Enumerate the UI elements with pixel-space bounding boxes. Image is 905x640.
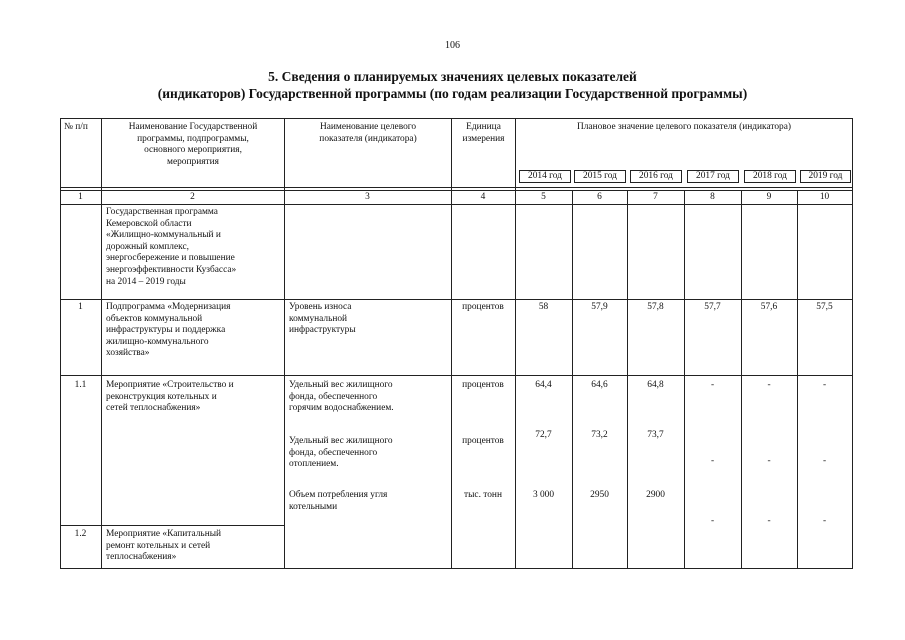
header-plan: Плановое значение целевого показателя (индикатора) [576,122,791,132]
m11-ind1-value-2017: - [710,380,715,390]
sub1-unit: процентов [462,302,504,312]
sub1-value-2018: 57,6 [760,302,778,312]
year-2015: 2015 год [574,170,626,183]
colnum-3: 3 [365,192,370,202]
m11-ind3-value-2014: 3 000 [532,490,555,500]
colnum-6: 6 [597,192,602,202]
program-name [106,207,236,288]
m11-name [106,380,234,415]
m11-name-line: Мероприятие «Строительство и [106,380,234,390]
program-name-line: дорожный комплекс, [106,241,189,252]
m11-ind2-value-2015: 73,2 [591,430,608,440]
m11-ind2-line: фонда, обеспеченного [289,447,378,458]
title-line-2: (индикаторов) Государственной программы (по годам реализации Государственной программы) [157,86,748,101]
m11-ind3-line: котельными [289,501,338,512]
sub1-name-line: инфраструктуры и поддержка [106,325,226,336]
sub1-indicator-line: коммунальной [289,313,348,324]
program-name-line: Кемеровской области [106,218,192,229]
sub1-indicator-line: Уровень износа [289,302,352,312]
program-name-line: энергосбережение и повышение [106,253,235,264]
header-name [102,122,284,168]
m12-name-line: теплоснабжения» [106,552,177,563]
m11-num: 1.1 [74,380,87,390]
sub1-indicator-line: инфраструктуры [289,325,356,336]
colnum-5: 5 [541,192,546,202]
m12-num: 1.2 [74,529,87,539]
sub1-value-2015: 57,9 [591,302,608,312]
m11-ind3-unit: тыс. тонн [464,490,502,500]
program-name-line: энергоэффективности Кузбасса» [106,264,237,275]
m11-ind2-value-2017: - [710,456,715,466]
program-name-line: «Жилищно-коммунальный и [106,230,221,241]
program-name-line: на 2014 – 2019 годы [106,276,186,287]
m11-ind3-value-2018: - [767,516,771,526]
colnum-4: 4 [480,192,486,202]
colnum-2: 2 [190,192,195,202]
sub1-value-2014: 58 [538,302,549,312]
header-name-line: мероприятия [167,156,219,167]
header-unit [452,122,515,145]
year-2019: 2019 год [800,170,851,183]
m11-ind1-value-2014: 64,4 [535,380,552,390]
sub1-name-line: хозяйства» [106,348,150,359]
sub1-num: 1 [78,302,83,312]
m11-ind2-value-2018: - [767,456,771,466]
m11-ind1-line: фонда, обеспеченного [289,391,378,402]
header-unit-line: измерения [462,133,505,144]
year-2018: 2018 год [744,170,796,183]
sub1-name-line: жилищно-коммунального [106,336,209,347]
year-2017: 2017 год [687,170,739,183]
program-name-line: Государственная программа [106,207,218,217]
page-number: 106 [445,40,460,51]
colnum-1: 1 [78,192,83,202]
m11-ind3-value-2019: - [822,516,827,526]
m11-ind3-value-2016: 2900 [646,490,665,500]
sub1-value-2016: 57,8 [647,302,664,312]
m11-ind1-unit: процентов [462,380,504,390]
m11-ind2-unit: процентов [462,436,504,446]
m11-name-line: реконструкция котельных и [106,391,217,402]
m11-ind1-value-2015: 64,6 [591,380,608,390]
page-title [0,68,905,102]
header-indicator [285,122,451,145]
header-name-line: программы, подпрограммы, [137,133,249,144]
m12-name-line: ремонт котельных и сетей [106,540,211,551]
title-line-1: 5. Сведения о планируемых значениях целевых показателей [268,69,637,84]
m11-ind3-value-2015: 2950 [590,490,609,500]
m11-name-line: сетей теплоснабжения» [106,403,201,414]
sub1-value-2019: 57,5 [816,302,833,312]
m12-name-line: Мероприятие «Капитальный [106,529,222,539]
m11-ind2-line: отоплением. [289,459,339,470]
colnum-7: 7 [653,192,658,202]
sub1-name-line: объектов коммунальной [106,313,203,324]
m11-ind2-line: Удельный вес жилищного [289,436,393,446]
colnum-10: 10 [819,192,830,202]
m11-ind1-indicator [289,380,394,415]
year-2016: 2016 год [630,170,682,183]
m11-ind3-indicator [289,490,387,513]
m11-ind2-indicator [289,436,393,471]
m11-ind1-value-2018: - [767,380,771,390]
m11-ind1-line: Удельный вес жилищного [289,380,393,390]
m11-ind2-value-2014: 72,7 [535,430,552,440]
sub1-name-line: Подпрограмма «Модернизация [106,302,231,312]
header-num: № п/п [64,122,88,132]
colnum-8: 8 [710,192,715,202]
header-name-line: основного мероприятия, [144,145,242,156]
m11-ind1-line: горячим водоснабжением. [289,403,394,414]
m11-ind1-value-2016: 64,8 [647,380,664,390]
sub1-name [106,302,230,360]
header-indicator-line: Наименование целевого [319,122,417,132]
m12-name [106,529,221,564]
m11-ind2-value-2016: 73,7 [647,430,664,440]
m11-ind2-value-2019: - [822,456,827,466]
header-unit-line: Единица [466,122,501,132]
sub1-indicator [289,302,356,337]
colnum-9: 9 [766,192,772,202]
year-2014: 2014 год [519,170,571,183]
header-indicator-line: показателя (индикатора) [319,133,417,144]
m11-ind3-value-2017: - [710,516,715,526]
header-name-line: Наименование Государственной [128,122,258,132]
sub1-value-2017: 57,7 [704,302,721,312]
m11-ind3-line: Объем потребления угля [289,490,388,500]
m11-ind1-value-2019: - [822,380,827,390]
